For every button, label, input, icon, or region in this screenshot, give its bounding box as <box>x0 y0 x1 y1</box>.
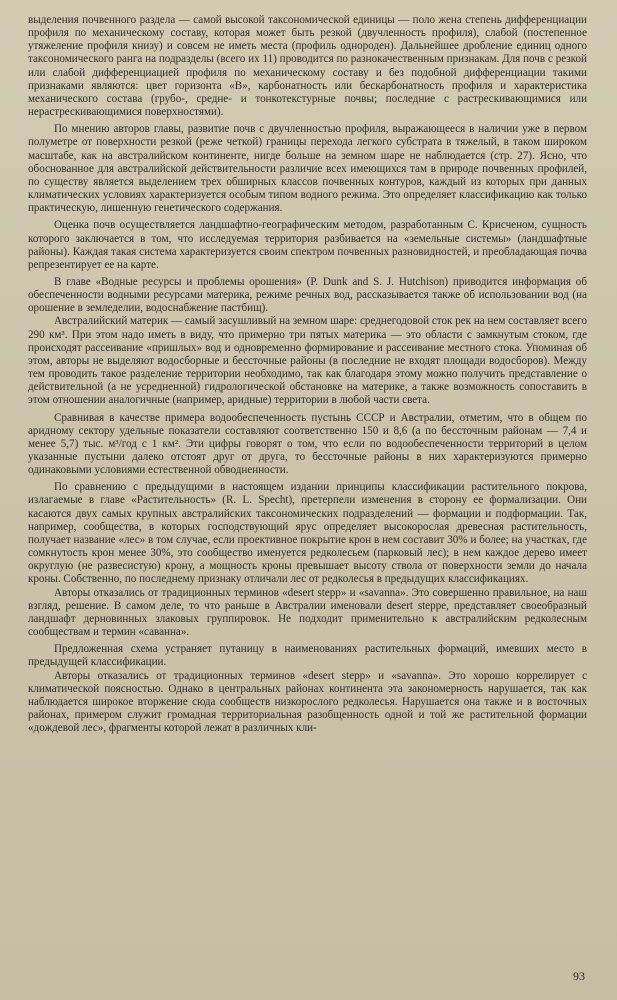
paragraph: Сравнивая в качестве примера водообеспеченность пустынь СССР и Австралии, отметим, что в общем по аридному сектору удельные показатели составляют соответственно 150 и 8,6 (а по бессточным районам — 7,4 и менее 5,7) тыс. м³/год с 1 км². Эти цифры говорят о том, что если по водообеспеченности территорий в целом указанные пустыни далеко отстоят друг от друга, то бессточные районы в них характеризуются примерно одинаковыми условиями естественной обводненности. <box>28 411 587 477</box>
paragraph: По сравнению с предыдущими в настоящем издании принципы классификации растительного покрова, излагаемые в главе «Растительность» (R. L. Specht), претерпели изменения в сторону ее формализации. Они касаются двух самых крупных австралийских таксономических подразделений — формации и подформации. Так, например, сообщества, в которых господствующий ярус определяет высокорослая древесная растительность, получает название «лес» в том случае, если проективное покрытие крон в нем составит 30% и более; на участках, где сомкнутость крон менее 30%, это сообщество именуется редколесьем (парковый лес); в нем каждое дерево имеет округлую (не развесистую) крону, а мощность кроны превышает высоту ствола от поверхности земли до начала кроны. Собственно, по последнему признаку отличали лес от редколесья в предыдущих классификациях. <box>28 481 587 586</box>
paragraph: Австралийский материк — самый засушливый на земном шаре: среднегодовой сток рек на нем составляет всего 290 км³. При этом надо иметь в виду, что примерно три пятых материка — это области с замкнутым стоком, где происходят рассеивание «пришлых» вод и одновременно формирование и рассеивание местного стока. Упоминая об этом, авторы не выделяют водосборные и бессточные районы (в последние не входят площади водосборов). Между тем проводить такое разделение территории необходимо, так как благодаря этому можно получить представление о действительной (а не усредненной) гидрологической обстановке на материке, а также возможность сопоставить в этом отношении аналогичные (например, аридные) территории в любой части света. <box>28 315 587 407</box>
paragraph: Авторы отказались от традиционных терминов «desert stepp» и «savanna». Это совершенно правильное, на наш взгляд, решение. В самом деле, то что раньше в Австралии именовали desert steppe, представляет своеобразный ландшафт дерновинных злаковых группировок. Не подходит применительно к австралийским редколесным сообществам и термин «саванна». <box>28 586 587 639</box>
paragraph: По мнению авторов главы, развитие почв с двучленностью профиля, выражающееся в наличии уже в первом полуметре от поверхности резкой (реже четкой) границы перехода легкого субстрата в тяжелый, в таком широком масштабе, как на австралийском континенте, нигде больше на земном шаре не наблюдается (стр. 27). Ясно, что обоснованное для австралийской действительности различие всех имеющихся там в природе почвенных профилей, по существу является выделением трех обширных классов почвенных контуров, каждый из которых при данных климатических условиях характеризуется особым типом водного режима. Это определяет классификацию как только практическую, лишенную генетического содержания. <box>28 123 587 215</box>
paragraph: Авторы отказались от традиционных терминов «desert stepp» и «savanna». Это хорошо коррелирует с климатической поясностью. Однако в центральных районах континента эта закономерность нарушается, так как наблюдается широкое вторжение сюда сообществ низкорослого редколесья. Нарушается она также и в восточных районах, примером служит громадная территориальная разобщенность одной и той же растительной формации «дождевой лес», фрагменты которой лежат в различных кли- <box>28 669 587 735</box>
paragraph: выделения почвенного раздела — самой высокой таксономической единицы — поло жена степень дифференциации профиля по механическому составу, которая может быть резкой (двучленность профиля), слабой (постепенное утяжеление профиля книзу) и совсем не иметь места (профиль однороден). Дальнейшее дробление единиц одного таксономического ранга на подразделы (всего их 11) проводится по разнокачественным признакам. Для почв с резкой или слабой дифференциацией профиля по механическому составу и без подобной дифференциации такими признаками являются: цвет горизонта «В», карбонатность или бескарбонатность профиля и характеристика механического состава (грубо-, средне- и тонкотекстурные почвы; последние с растрескивающимися или нерастрескивающимися поверхностями). <box>28 14 587 119</box>
paragraph: Предложенная схема устраняет путаницу в наименованиях растительных формаций, имевших место в предыдущей классификации. <box>28 643 587 669</box>
body-text <box>28 14 587 735</box>
paragraph: Оценка почв осуществляется ландшафтно-географическим методом, разработанным С. Крисченом, сущность которого заключается в том, что исследуемая территория разбивается на «земельные системы» (ландшафтные районы). Каждая такая система характеризуется своим спектром почвенных разновидностей, и преобладающая почва репрезентирует ее на карте. <box>28 219 587 271</box>
paragraph: В главе «Водные ресурсы и проблемы орошения» (P. Dunk and S. J. Hutchison) приводится информация об обеспеченности водными ресурсами материка, режиме речных вод, рассказывается также об использовании вод (на орошение в земледелии, водоснабжение пастбищ). <box>28 275 587 315</box>
page-number: 93 <box>573 969 585 983</box>
